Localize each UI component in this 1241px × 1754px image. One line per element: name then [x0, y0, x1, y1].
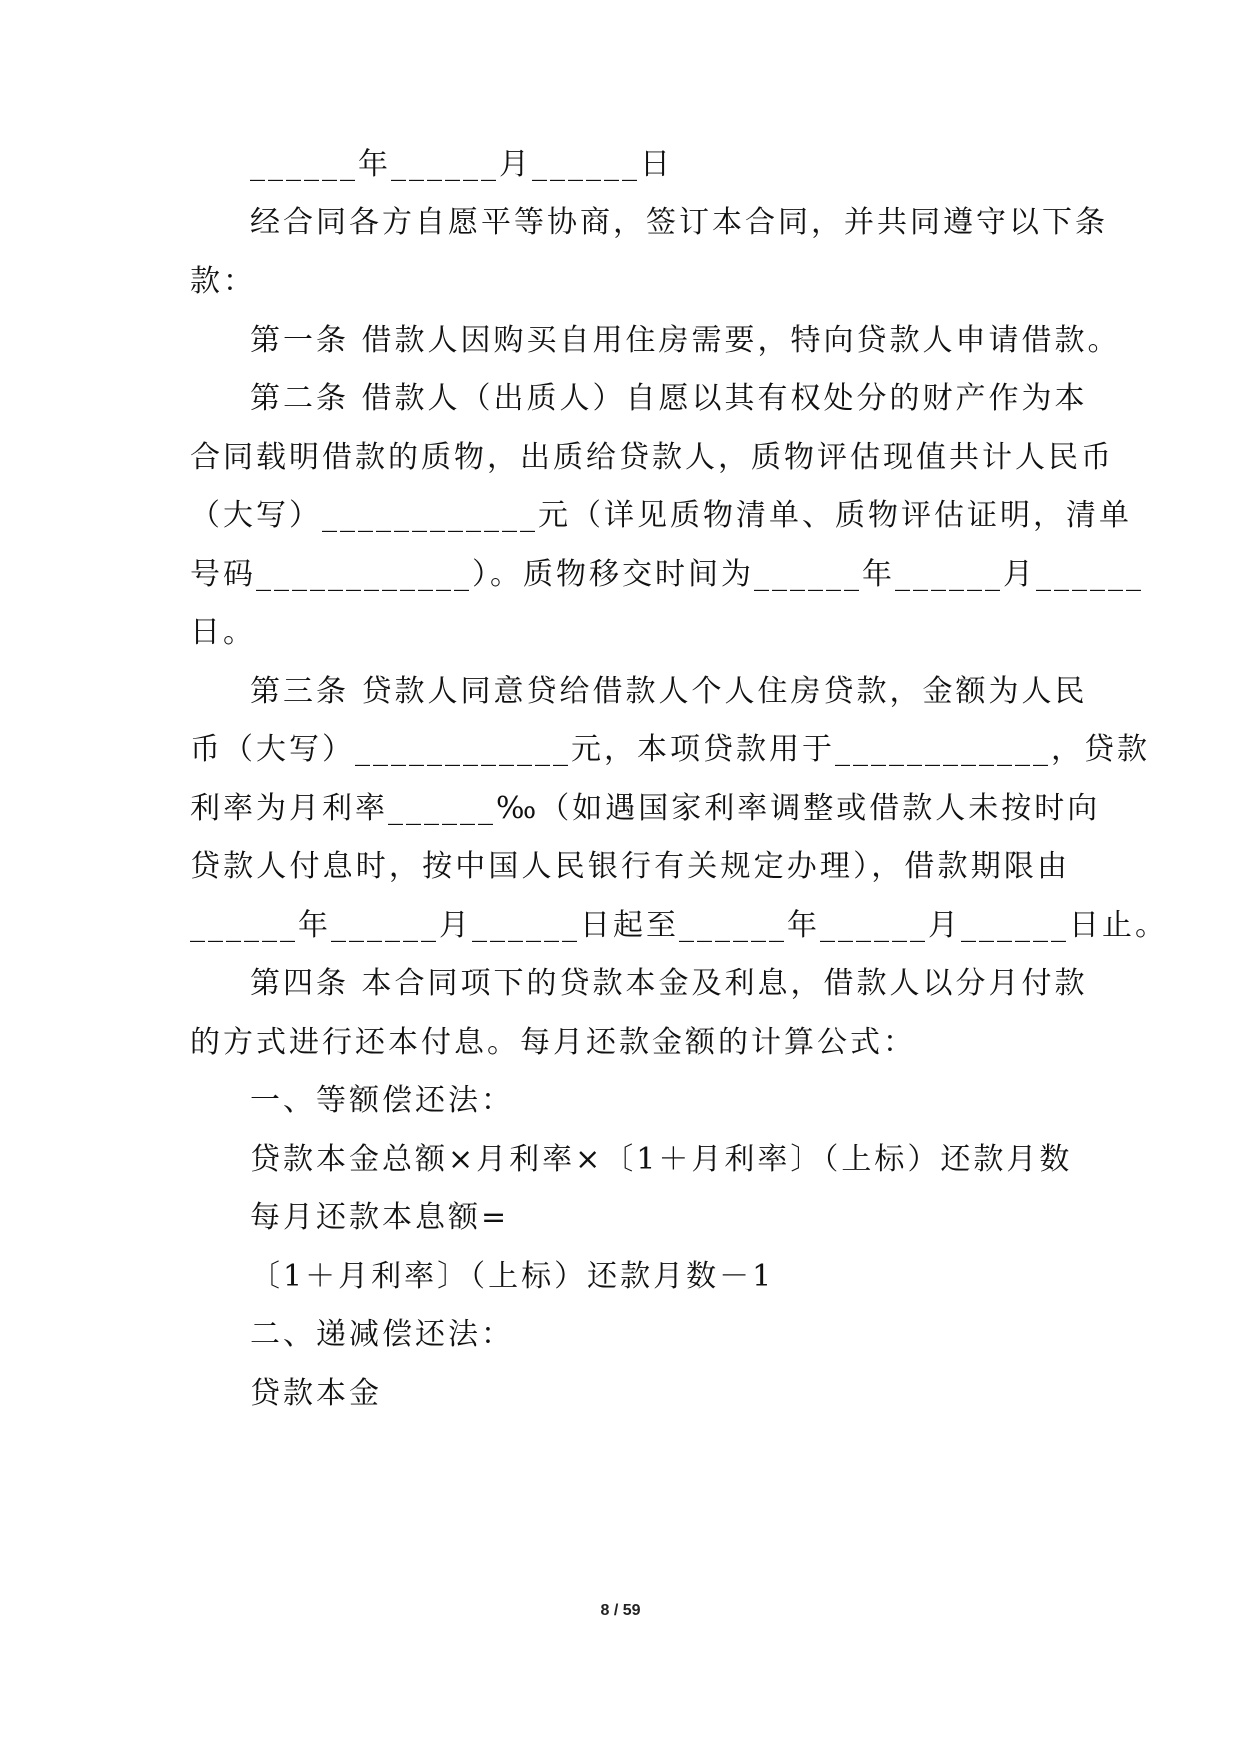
article-3-line: 利率为月利率______‰（如遇国家利率调整或借款人未按时向	[190, 791, 1101, 826]
date-line: ______年______月______日	[250, 147, 673, 182]
article-3-line: 贷款人付息时，按中国人民银行有关规定办理），借款期限由	[190, 849, 1070, 884]
preamble-line: 款：	[190, 264, 256, 299]
article-3-line: 币（大写）____________元，本项贷款用于____________，贷款	[190, 732, 1150, 767]
article-3-line: ______年______月______日起至______年______月______日止。	[190, 908, 1168, 943]
article-2-line: 日。	[190, 615, 256, 650]
method-heading: 一、等额偿还法：	[250, 1083, 514, 1118]
article-4-line: 第四条 本合同项下的贷款本金及利息，借款人以分月付款	[250, 966, 1088, 1001]
formula-line: 贷款本金	[250, 1376, 382, 1411]
article-2-line: （大写）____________元（详见质物清单、质物评估证明，清单	[190, 498, 1132, 533]
article-4-line: 的方式进行还本付息。每月还款金额的计算公式：	[190, 1025, 916, 1060]
preamble-line: 经合同各方自愿平等协商，签订本合同，并共同遵守以下条	[250, 205, 1108, 240]
article-3-line: 第三条 贷款人同意贷给借款人个人住房贷款，金额为人民	[250, 674, 1088, 709]
method-heading: 二、递减偿还法：	[250, 1317, 514, 1352]
article-2-line: 号码____________）。质物移交时间为______年______月______	[190, 557, 1144, 592]
article-2-line: 第二条 借款人（出质人）自愿以其有权处分的财产作为本	[250, 381, 1088, 416]
formula-label: 每月还款本息额=	[250, 1200, 510, 1235]
page-number: 8 / 59	[600, 1602, 641, 1619]
formula-numerator: 贷款本金总额×月利率×〔1＋月利率〕（上标）还款月数	[250, 1142, 1073, 1177]
article-2-line: 合同载明借款的质物，出质给贷款人，质物评估现值共计人民币	[190, 440, 1114, 475]
formula-denominator: 〔1＋月利率〕（上标）还款月数－1	[250, 1259, 775, 1294]
article-1-line: 第一条 借款人因购买自用住房需要，特向贷款人申请借款。	[250, 323, 1121, 358]
